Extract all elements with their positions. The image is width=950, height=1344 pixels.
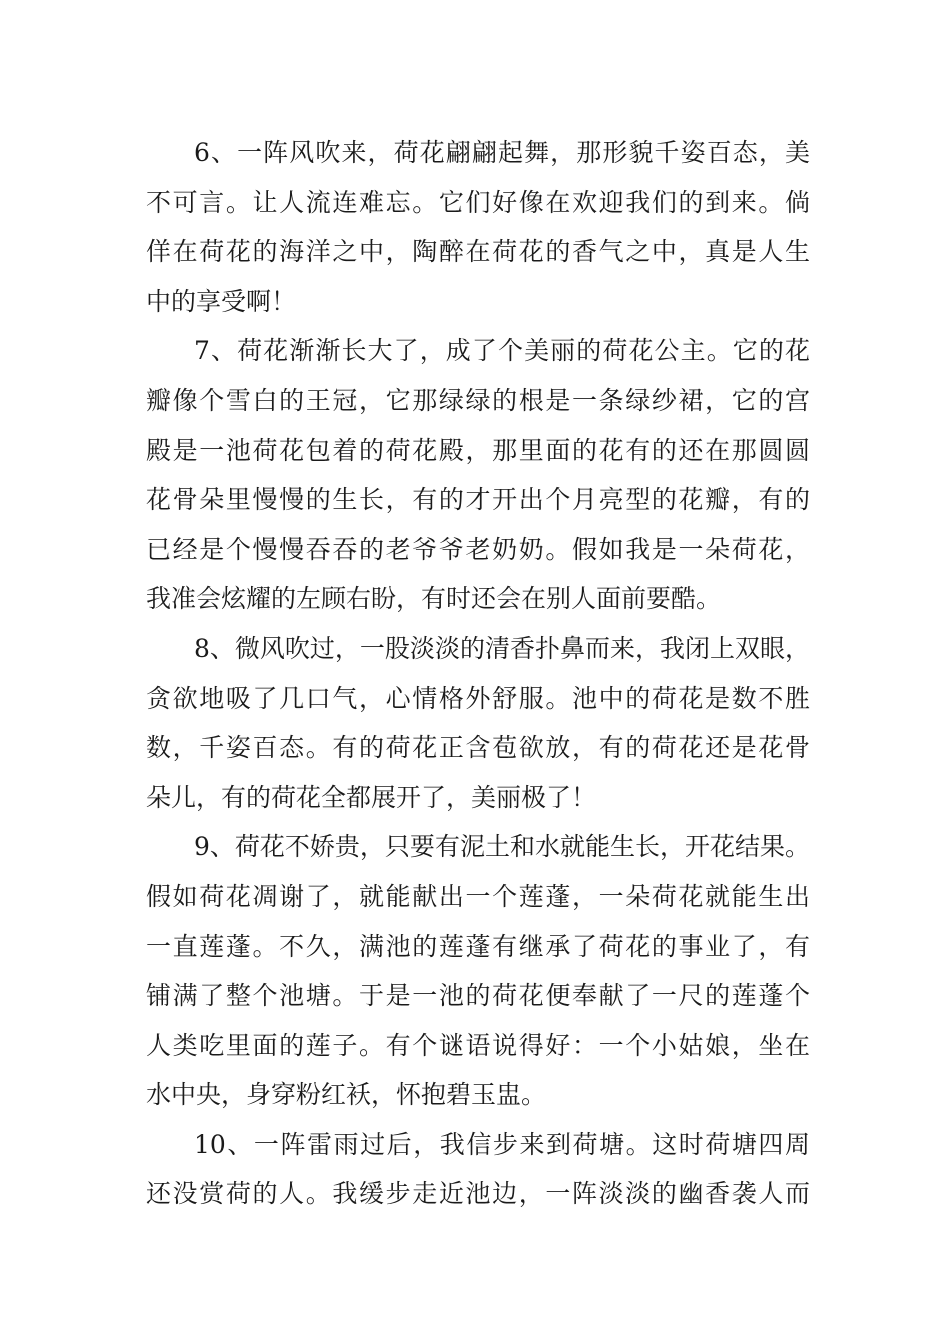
text-line: 不可言。让人流连难忘。它们好像在欢迎我们的到来。倘 [146, 187, 810, 217]
text-line: 花骨朵里慢慢的生长，有的才开出个月亮型的花瓣，有的 [146, 485, 810, 515]
text-line: 人类吃里面的莲子。有个谜语说得好：一个小姑娘，坐在 [146, 1030, 810, 1060]
text-line: 佯在荷花的海洋之中，陶醉在荷花的香气之中，真是人生 [146, 237, 810, 267]
document-body [146, 128, 810, 1219]
text-line: 假如荷花凋谢了，就能献出一个莲蓬，一朵荷花就能生出 [146, 881, 810, 911]
text-line: 已经是个慢慢吞吞的老爷爷老奶奶。假如我是一朵荷花， [146, 534, 810, 564]
text-line: 贪欲地吸了几口气，心情格外舒服。池中的荷花是数不胜 [146, 683, 810, 713]
paragraph-9 [146, 822, 810, 1120]
text-line: 7、荷花渐渐长大了，成了个美丽的荷花公主。它的花 [194, 336, 810, 366]
text-line: 殿是一池荷花包着的荷花殿，那里面的花有的还在那圆圆 [146, 435, 810, 465]
text-line: 水中央，身穿粉红袄，怀抱碧玉盅。 [146, 1080, 547, 1110]
text-line: 朵儿，有的荷花全都展开了，美丽极了！ [146, 782, 597, 812]
paragraph-7 [146, 326, 810, 624]
text-line: 数，千姿百态。有的荷花正含苞欲放，有的荷花还是花骨 [146, 733, 810, 763]
text-line: 铺满了整个池塘。于是一池的荷花便奉献了一尺的莲蓬个 [146, 981, 810, 1011]
text-line: 9、荷花不娇贵，只要有泥土和水就能生长，开花结果。 [194, 832, 810, 862]
text-line: 10、一阵雷雨过后，我信步来到荷塘。这时荷塘四周 [194, 1129, 810, 1159]
text-line: 6、一阵风吹来，荷花翩翩起舞，那形貌千姿百态，美 [194, 138, 810, 167]
text-line: 我准会炫耀的左顾右盼，有时还会在别人面前要酷。 [146, 584, 722, 614]
text-line: 瓣像个雪白的王冠，它那绿绿的根是一条绿纱裙，它的宫 [146, 385, 810, 415]
paragraph-8 [146, 624, 810, 822]
paragraph-6 [146, 128, 810, 326]
paragraph-10 [146, 1120, 810, 1219]
text-line: 一直莲蓬。不久，满池的莲蓬有继承了荷花的事业了，有 [146, 931, 810, 961]
text-line: 8、微风吹过，一股淡淡的清香扑鼻而来，我闭上双眼， [194, 633, 810, 663]
text-line: 还没赏荷的人。我缓步走近池边，一阵淡淡的幽香袭人而 [146, 1179, 810, 1209]
text-line: 中的享受啊！ [146, 286, 297, 316]
